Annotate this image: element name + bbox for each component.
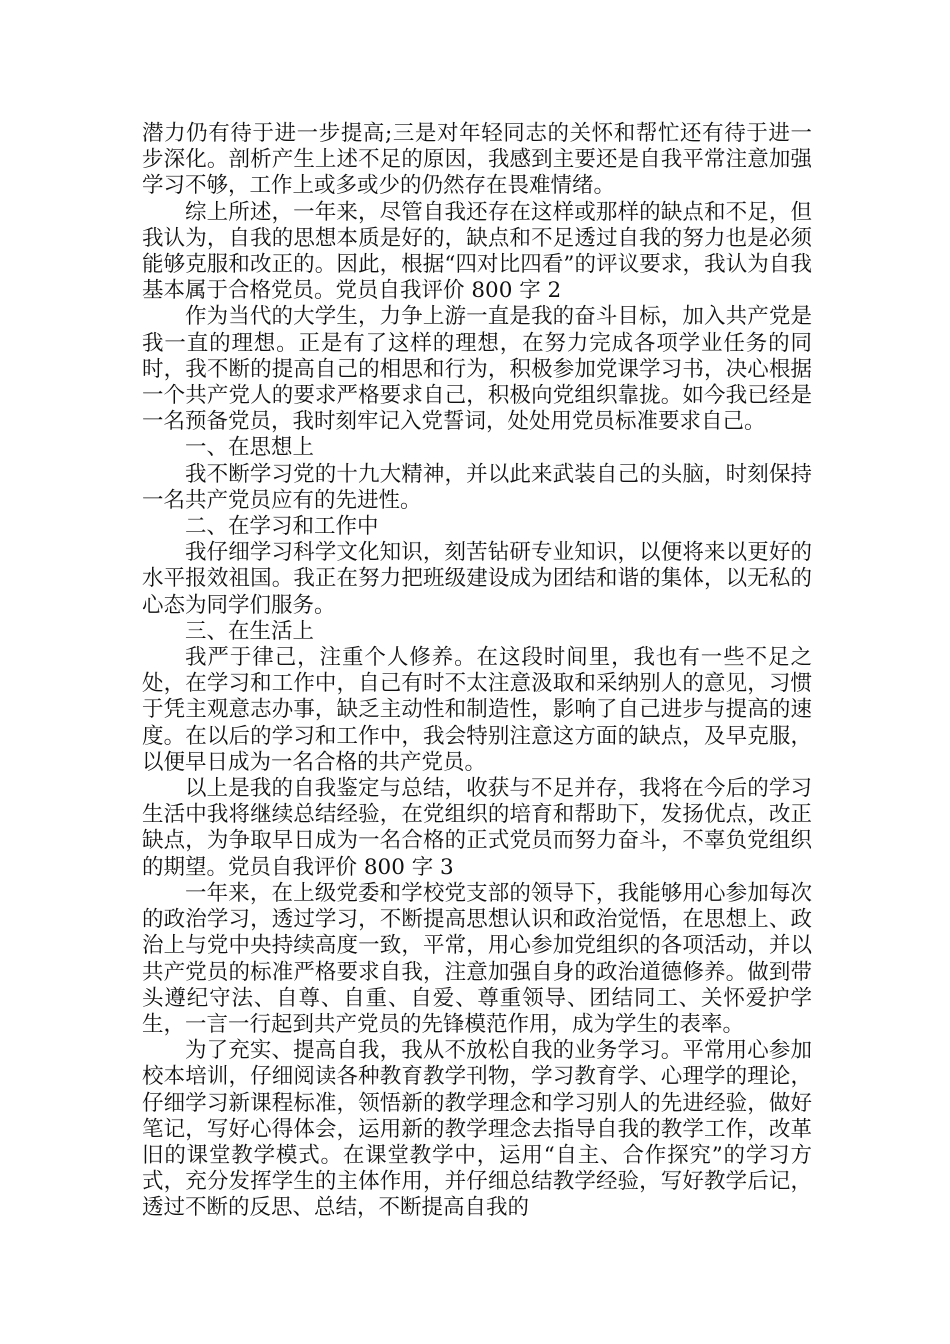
paragraph-1: 潜力仍有待于进一步提高;三是对年轻同志的关怀和帮忙还有待于进一步深化。剖析产生上述不足的原因，我感到主要还是自我平常注意加强学习不够，工作上或多或少的仍然存在畏难情绪。	[142, 121, 812, 199]
paragraph-4: 我不断学习党的十九大精神，并以此来武装自己的头脑，时刻保持一名共产党员应有的先进性。	[142, 461, 812, 513]
paragraph-5: 我仔细学习科学文化知识，刻苦钻研专业知识，以便将来以更好的水平报效祖国。我正在努力把班级建设成为团结和谐的集体，以无私的心态为同学们服务。	[142, 540, 812, 618]
document-body	[142, 121, 812, 1222]
paragraph-3: 作为当代的大学生，力争上游一直是我的奋斗目标，加入共产党是我一直的理想。正是有了这样的理想，在努力完成各项学业任务的同时，我不断的提高自己的相思和行为，积极参加党课学习书，决心根据一个共产党人的要求严格要求自己，积极向党组织靠拢。如今我已经是一名预备党员，我时刻牢记入党誓词，处处用党员标准要求自己。	[142, 304, 812, 435]
section-heading-3: 三、在生活上	[185, 618, 315, 644]
paragraph-7: 以上是我的自我鉴定与总结，收获与不足并存，我将在今后的学习生活中我将继续总结经验，在党组织的培育和帮助下，发扬优点，改正缺点，为争取早日成为一名合格的正式党员而努力奋斗，不辜负党组织的期望。党员自我评价 800 字 3	[142, 776, 812, 880]
paragraph-9: 为了充实、提高自我，我从不放松自我的业务学习。平常用心参加校本培训，仔细阅读各种教育教学刊物，学习教育学、心理学的理论，仔细学习新课程标准，领悟新的教学理念和学习别人的先进经验，做好笔记，写好心得体会，运用新的教学理念去指导自我的教学工作，改革旧的课堂教学模式。在课堂教学中，运用“自主、合作探究”的学习方式，充分发挥学生的主体作用，并仔细总结教学经验，写好教学后记，透过不断的反思、总结，不断提高自我的	[142, 1038, 812, 1221]
section-heading-2: 二、在学习和工作中	[185, 514, 379, 540]
paragraph-8: 一年来，在上级党委和学校党支部的领导下，我能够用心参加每次的政治学习，透过学习，不断提高思想认识和政治觉悟，在思想上、政治上与党中央持续高度一致，平常，用心参加党组织的各项活动，并以共产党员的标准严格要求自我，注意加强自身的政治道德修养。做到带头遵纪守法、自尊、自重、自爱、尊重领导、团结同工、关怀爱护学生，一言一行起到共产党员的先锋模范作用，成为学生的表率。	[142, 880, 812, 1037]
paragraph-6: 我严于律己，注重个人修养。在这段时间里，我也有一些不足之处，在学习和工作中，自己有时不太注意汲取和采纳别人的意见，习惯于凭主观意志办事，缺乏主动性和制造性，影响了自己进步与提高的速度。在以后的学习和工作中，我会特别注意这方面的缺点，及早克服，以便早日成为一名合格的共产党员。	[142, 645, 812, 775]
paragraph-2: 综上所述，一年来，尽管自我还存在这样或那样的缺点和不足，但我认为，自我的思想本质是好的，缺点和不足透过自我的努力也是必须能够克服和改正的。因此，根据“四对比四看”的评议要求，我认为自我基本属于合格党员。党员自我评价 800 字 2	[142, 199, 812, 304]
section-heading-1: 一、在思想上	[185, 435, 315, 461]
